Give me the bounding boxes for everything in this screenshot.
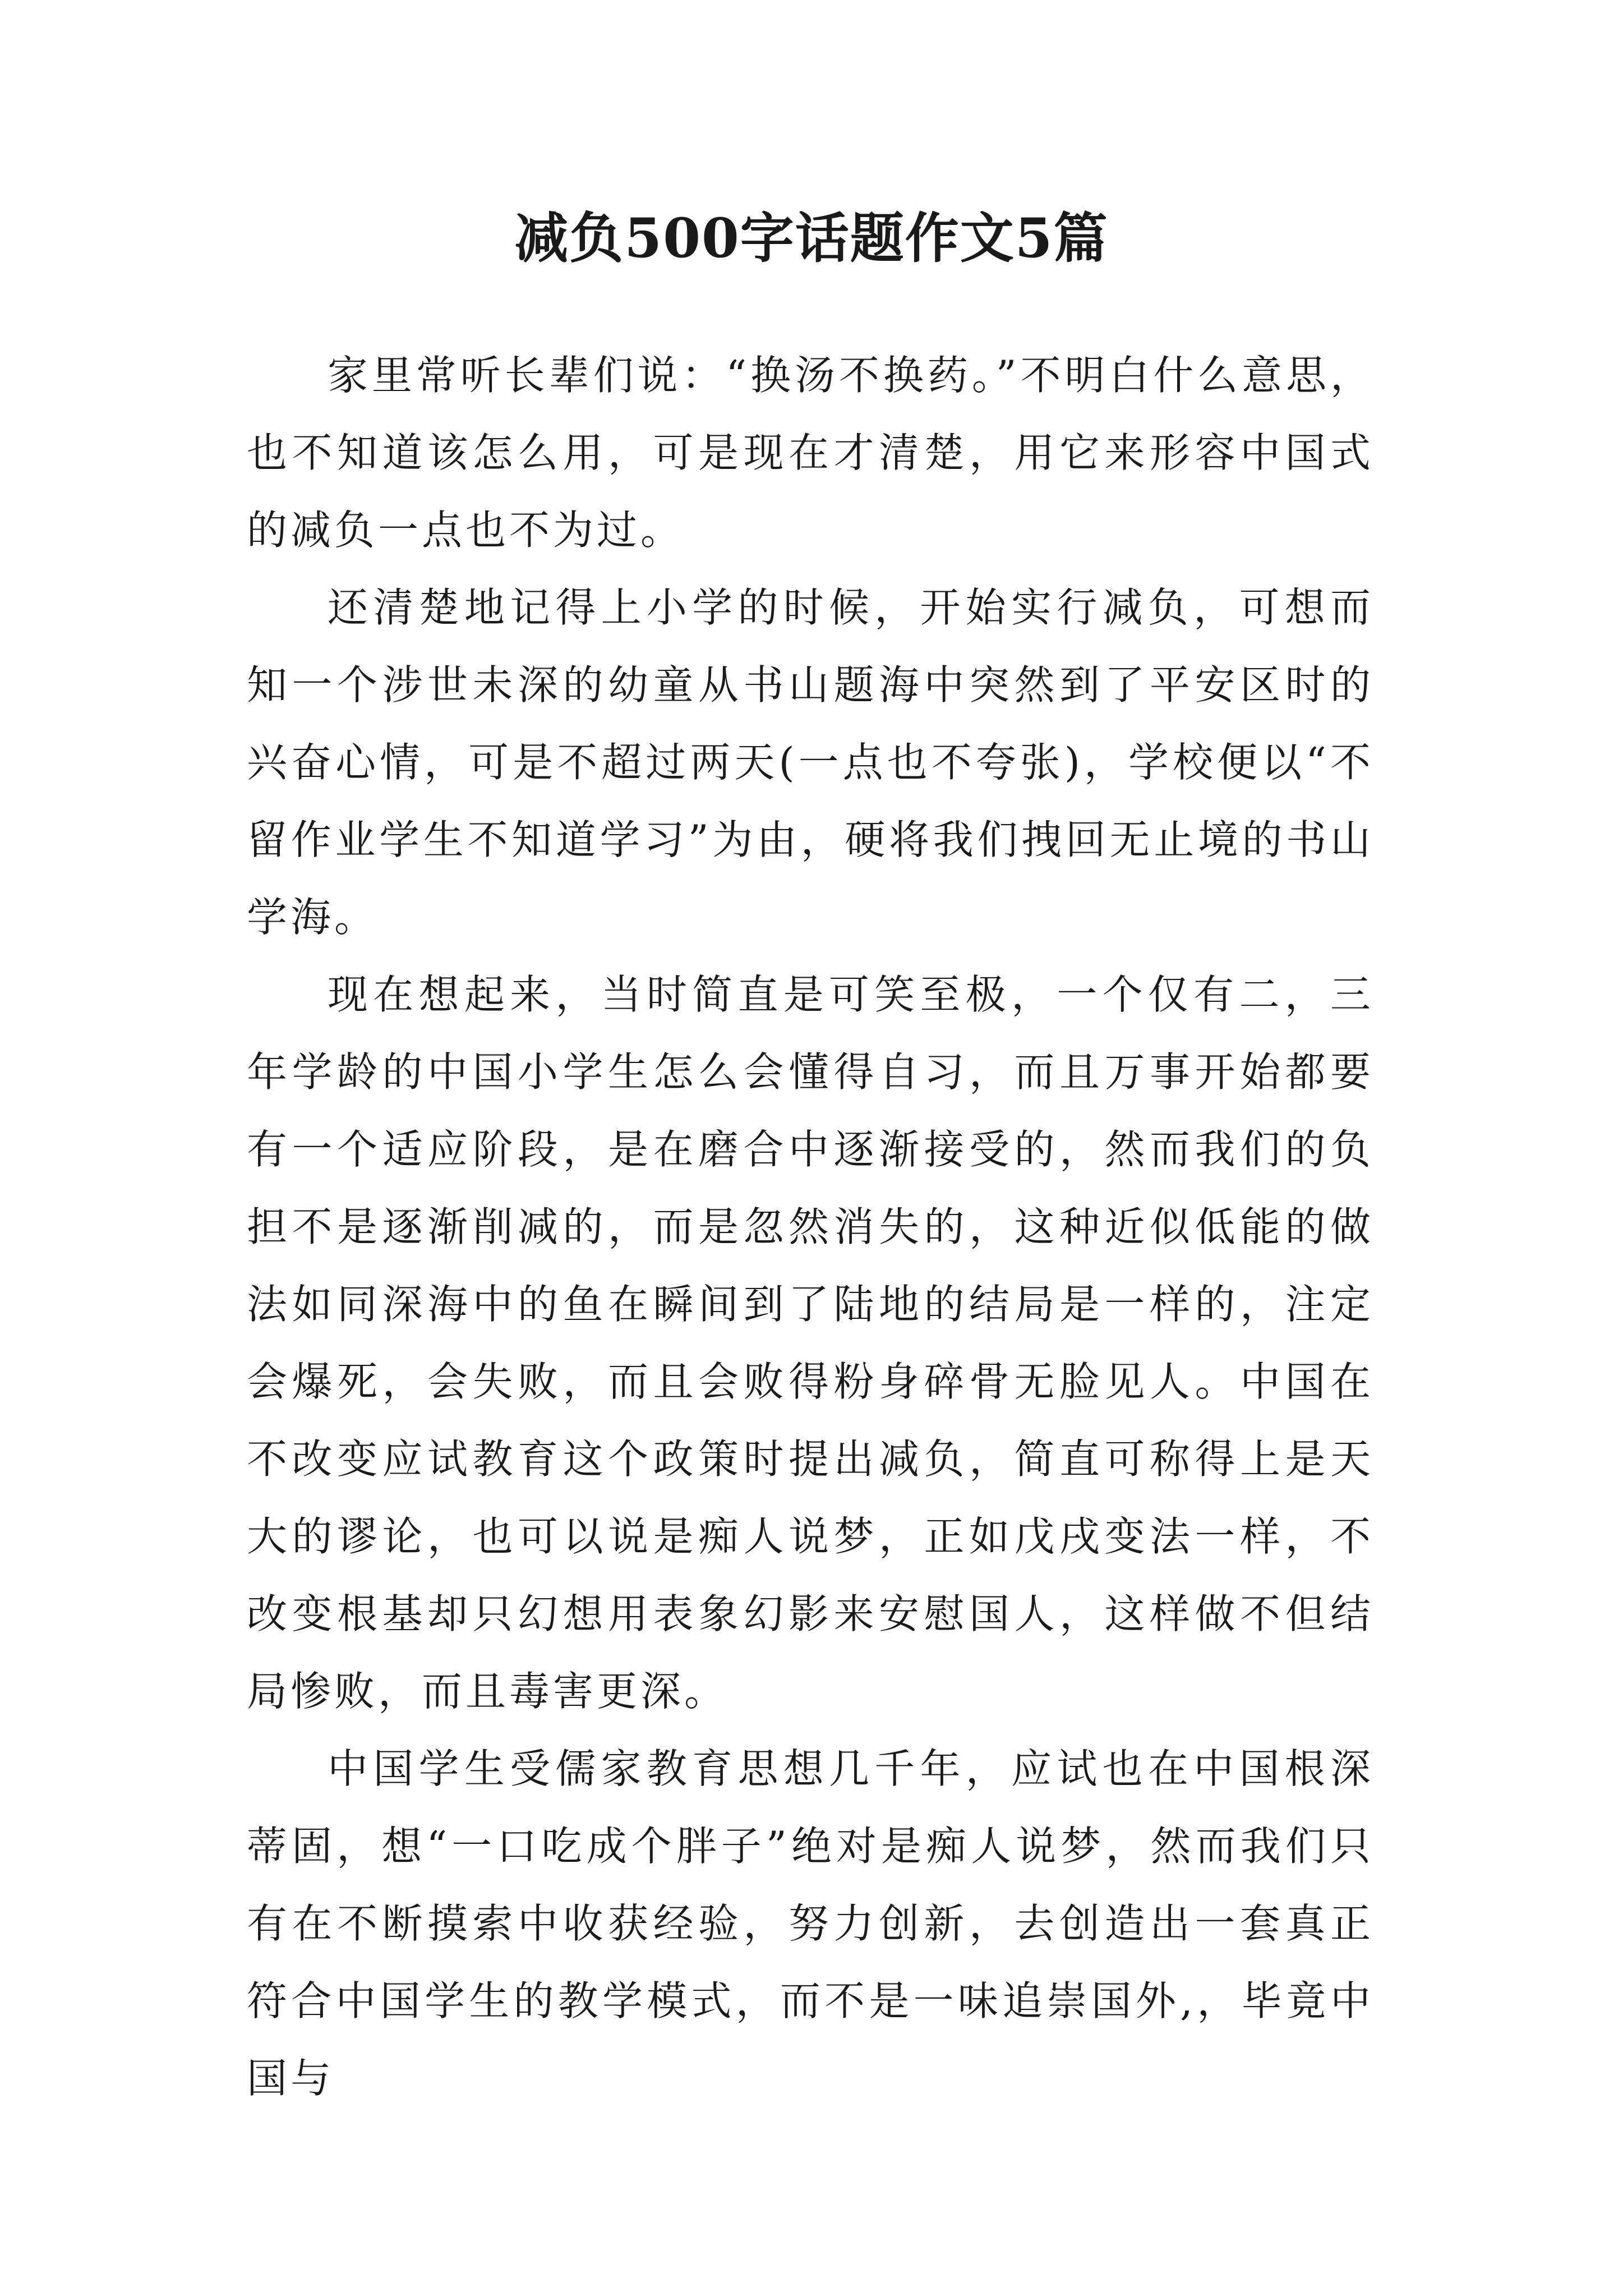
paragraph: 家里常听长辈们说：“换汤不换药。”不明白什么意思，也不知道该怎么用，可是现在才清楚，用它来形容中国式的减负一点也不为过。 [247, 352, 1374, 554]
document-body [247, 337, 1374, 2117]
paragraph: 中国学生受儒家教育思想几千年，应试也在中国根深蒂固，想“一口吃成个胖子”绝对是痴人说梦，然而我们只有在不断摸索中收获经验，努力创新，去创造出一套真正符合中国学生的教学模式，而不是一味追崇国外,，毕竟中国与 [247, 1745, 1374, 2102]
paragraph: 现在想起来，当时简直是可笑至极，一个仅有二，三年学龄的中国小学生怎么会懂得自习，而且万事开始都要有一个适应阶段，是在磨合中逐渐接受的，然而我们的负担不是逐渐削减的，而是忽然消失的，这种近似低能的做法如同深海中的鱼在瞬间到了陆地的结局是一样的，注定会爆死，会失败，而且会败得粉身碎骨无脸见人。中国在不改变应试教育这个政策时提出减负，简直可称得上是天大的谬论，也可以说是痴人说梦，正如戊戌变法一样，不改变根基却只幻想用表象幻影来安慰国人，这样做不但结局惨败，而且毒害更深。 [247, 971, 1374, 1715]
document-title: 减负500字话题作文5篇 [514, 206, 1109, 270]
paragraph: 还清楚地记得上小学的时候，开始实行减负，可想而知一个涉世未深的幼童从书山题海中突然到了平安区时的兴奋心情，可是不超过两天(一点也不夸张)，学校便以“不留作业学生不知道学习”为由，硬将我们拽回无止境的书山学海。 [247, 584, 1374, 941]
